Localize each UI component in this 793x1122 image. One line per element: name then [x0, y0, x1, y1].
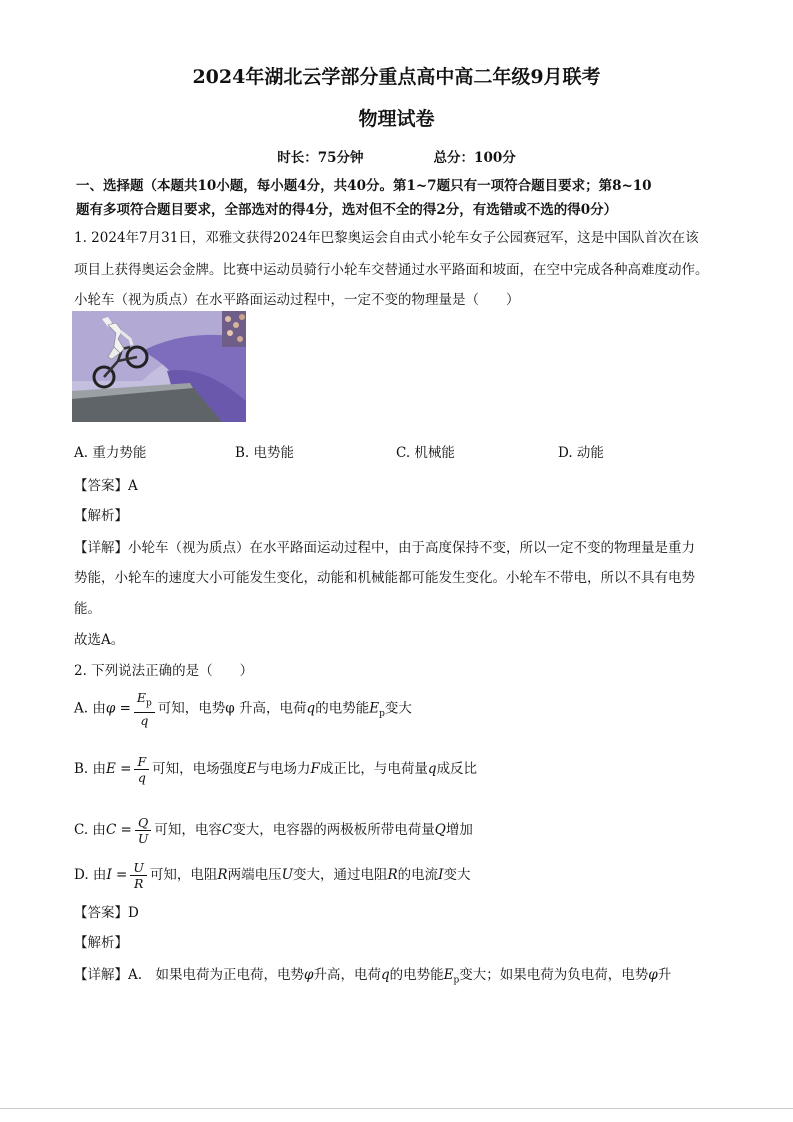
q2-detail-line1: [74, 963, 671, 986]
option-text: 可知，电场强度: [152, 761, 247, 777]
symbol-subscript: p: [453, 975, 460, 986]
formula-lhs: I =: [106, 867, 128, 883]
q1-option-c: C. 机械能: [396, 445, 455, 461]
q1-detail-line2: 势能，小轮车的速度大小可能发生变化，动能和机械能都可能发生变化。小轮车不带电，所以不具有电势: [74, 570, 695, 586]
exam-meta: [0, 146, 793, 166]
symbol-phi: φ: [304, 967, 314, 983]
symbol-c: C: [221, 822, 233, 838]
fraction-numerator: U: [130, 860, 147, 876]
formula-lhs: φ =: [105, 700, 131, 717]
option-text: 可知，电阻: [149, 867, 218, 883]
symbol-q: q: [306, 700, 316, 717]
section-heading-line2: 题有多项符合题目要求，全部选对的得4分，选对但不全的得2分，有选错或不选的得0分）: [76, 202, 618, 218]
symbol-q-upper: Q: [434, 822, 446, 838]
symbol-e: E: [369, 700, 380, 717]
option-text: 变大: [384, 700, 412, 717]
q2-answer: [74, 901, 139, 921]
formula-fraction: [130, 860, 147, 891]
q1-conclusion: 故选A。: [74, 632, 125, 648]
answer-tag: 【答案】: [74, 905, 128, 921]
detail-text: 升: [657, 967, 672, 983]
symbol-i: I: [438, 867, 444, 883]
option-text: 增加: [445, 822, 473, 838]
q1-stem-line1: 1. 2024年7月31日，邓雅文获得2024年巴黎奥运会自由式小轮车女子公园赛冠军，这是中国队首次在该: [74, 230, 699, 246]
detail-tag: 【详解】: [74, 967, 128, 983]
option-text: 的电流: [397, 867, 439, 883]
q1-option-b: B. 电势能: [235, 445, 295, 461]
option-text: 的电势能: [315, 700, 370, 717]
q2-option-d: [74, 860, 471, 891]
option-text: 与电场力: [256, 761, 311, 777]
q2-option-b: [74, 754, 477, 785]
q1-detail-line3: 能。: [74, 601, 101, 617]
q1-option-d: D. 动能: [558, 445, 604, 461]
symbol-subscript: p: [379, 708, 385, 719]
formula-lhs: E =: [106, 761, 132, 777]
option-text: 变大，通过电阻: [292, 867, 388, 883]
q2-option-a: [74, 690, 412, 729]
fraction-numerator: F: [134, 754, 149, 770]
option-prefix: A. 由: [74, 700, 106, 717]
option-prefix: C. 由: [74, 822, 106, 838]
q2-analysis-tag: 【解析】: [74, 935, 128, 951]
exam-duration: 时长：75分钟: [277, 150, 364, 166]
fraction-denominator: R: [133, 876, 144, 891]
fraction-denominator: U: [137, 831, 149, 846]
symbol-q: q: [381, 967, 390, 983]
detail-text: 的电势能: [389, 967, 444, 983]
q1-answer: [74, 474, 138, 494]
page-bottom-rule: [0, 1108, 793, 1109]
detail-text: 小轮车（视为质点）在水平路面运动过程中，由于高度保持不变，所以一定不变的物理量是重力: [128, 540, 695, 556]
option-text: 可知，电容: [154, 822, 222, 838]
q1-detail-line1: [74, 536, 695, 556]
formula-fraction: [135, 815, 152, 846]
symbol-e: E: [443, 967, 454, 983]
option-text: 两端电压: [227, 867, 282, 883]
detail-text: 升高，电荷: [313, 967, 381, 983]
exam-total: 总分：100分: [433, 150, 516, 166]
q1-analysis-tag: 【解析】: [74, 508, 128, 524]
q2-option-c: [74, 815, 473, 846]
q1-option-a: A. 重力势能: [74, 445, 147, 461]
bmx-rider-photo: [72, 311, 246, 422]
answer-tag: 【答案】: [74, 478, 128, 494]
fraction-denominator: q: [137, 770, 146, 785]
answer-value: A: [128, 478, 138, 494]
numerator-subscript: p: [146, 698, 152, 709]
q1-stem-line2: 项目上获得奥运会金牌。比赛中运动员骑行小轮车交替通过水平路面和坡面，在空中完成各种高难度动作。: [74, 262, 709, 278]
option-text: 变大，电容器的两极板所带电荷量: [232, 822, 435, 838]
exam-title: 2024年湖北云学部分重点高中高二年级9月联考: [192, 66, 601, 88]
detail-tag: 【详解】: [74, 540, 128, 556]
detail-text: 变大；如果电荷为负电荷，电势: [459, 967, 649, 983]
option-text: 成正比，与电荷量: [319, 761, 428, 777]
answer-value: D: [128, 905, 139, 921]
exam-subtitle: 物理试卷: [358, 108, 435, 130]
q1-stem-line3: 小轮车（视为质点）在水平路面运动过程中，一定不变的物理量是（ ）: [74, 292, 520, 308]
option-text: 成反比: [436, 761, 478, 777]
option-text: 可知，电势φ 升高，电荷: [157, 700, 307, 717]
formula-lhs: C =: [105, 822, 132, 838]
formula-fraction: [134, 690, 155, 728]
fraction-numerator: Q: [135, 815, 152, 831]
fraction-numerator: E: [136, 690, 147, 705]
section-heading-line1: 一、选择题（本题共10小题，每小题4分，共40分。第1~7题只有一项符合题目要求；第8~10: [76, 178, 652, 194]
symbol-q: q: [427, 761, 437, 777]
symbol-f: F: [310, 761, 320, 777]
formula-fraction: [134, 754, 149, 785]
detail-text: A. 如果电荷为正电荷，电势: [128, 967, 305, 983]
symbol-e: E: [246, 761, 257, 777]
q2-stem: 2. 下列说法正确的是（ ）: [74, 663, 254, 679]
symbol-u: U: [281, 867, 293, 883]
option-prefix: D. 由: [74, 867, 107, 883]
fraction-denominator: q: [140, 712, 149, 728]
option-text: 变大: [443, 867, 471, 883]
symbol-phi: φ: [648, 967, 658, 983]
symbol-r: R: [387, 867, 398, 883]
symbol-r: R: [217, 867, 228, 883]
option-prefix: B. 由: [74, 761, 107, 777]
